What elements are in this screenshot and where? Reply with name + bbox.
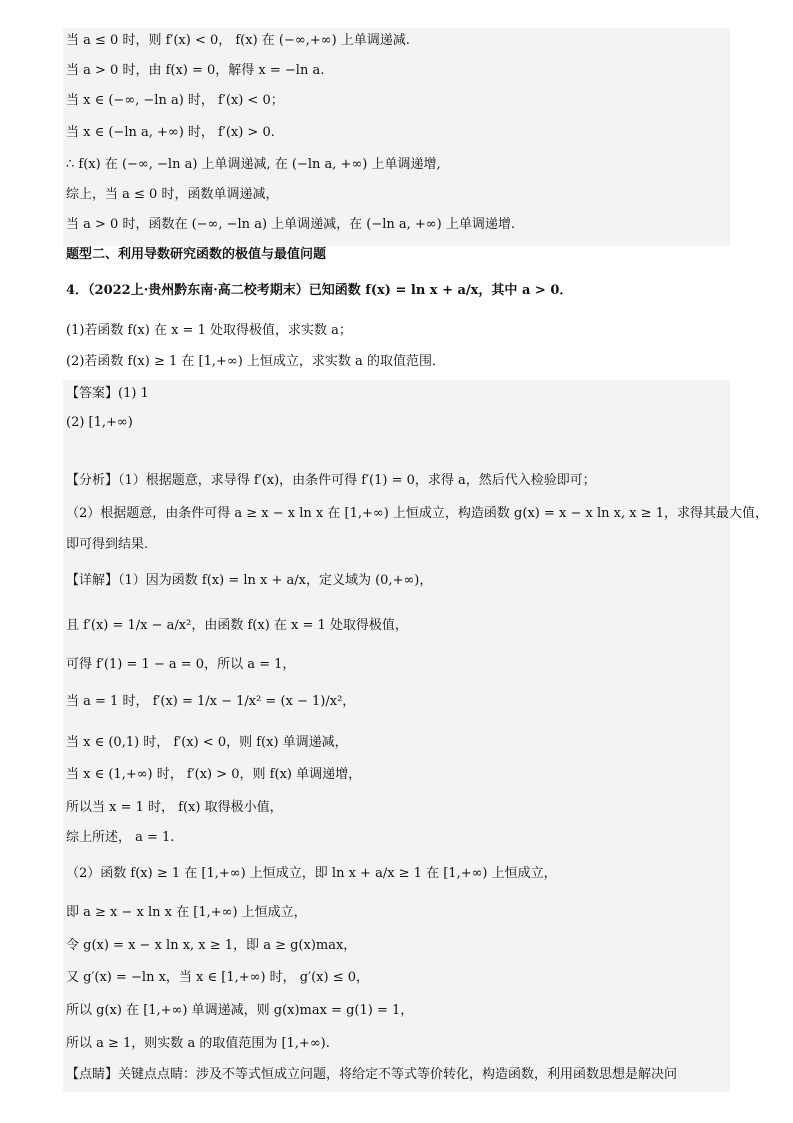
detail-line-10: 即 a ≥ x − x ln x 在 [1,+∞) 上恒成立， bbox=[66, 905, 307, 920]
section-heading: 题型二、利用导数研究函数的极值与最值问题 bbox=[66, 247, 327, 262]
intro-line-2: 当 a > 0 时，由 f(x) = 0，解得 x = −ln a. bbox=[66, 63, 325, 78]
comment-line: 【点睛】关键点点睛：涉及不等式恒成立问题，将给定不等式等价转化，构造函数，利用函数思想是解决问 bbox=[66, 1067, 678, 1082]
problem-stem: 4．（2022上·贵州黔东南·高二校考期末）已知函数 f(x) = ln x + a/x，其中 a > 0． bbox=[66, 283, 573, 298]
detail-line-9: （2）函数 f(x) ≥ 1 在 [1,+∞) 上恒成立，即 ln x + a/x ≥ 1 在 [1,+∞) 上恒成立， bbox=[66, 866, 557, 881]
intro-line-1: 当 a ≤ 0 时，则 f′(x) < 0， f(x) 在 (−∞,+∞) 上单调递减. bbox=[66, 33, 410, 48]
problem-part-2: (2)若函数 f(x) ≥ 1 在 [1,+∞) 上恒成立，求实数 a 的取值范围． bbox=[66, 354, 445, 369]
intro-line-3: 当 x ∈ (−∞, −ln a) 时， f′(x) < 0； bbox=[66, 93, 284, 108]
analysis-line-2: （2）根据题意，由条件可得 a ≥ x − x ln x 在 [1,+∞) 上恒成立，构造函数 g(x) = x − x ln x, x ≥ 1，求得其最大值， bbox=[66, 506, 768, 521]
intro-line-4: 当 x ∈ (−ln a, +∞) 时， f′(x) > 0. bbox=[66, 125, 275, 140]
detail-line-4: 当 a = 1 时， f′(x) = 1/x − 1/x² = (x − 1)/x²， bbox=[66, 694, 356, 709]
detail-line-7: 所以当 x = 1 时， f(x) 取得极小值， bbox=[66, 800, 283, 815]
intro-line-5: ∴ f(x) 在 (−∞, −ln a) 上单调递减, 在 (−ln a, +∞) 上单调递增, bbox=[66, 157, 441, 172]
analysis-line-1: 【分析】（1）根据题意，求导得 f′(x)，由条件可得 f′(1) = 0，求得 a，然后代入检验即可； bbox=[66, 473, 596, 488]
detail-line-2: 且 f′(x) = 1/x − a/x²，由函数 f(x) 在 x = 1 处取得极值， bbox=[66, 618, 408, 633]
detail-line-12: 又 g′(x) = −ln x，当 x ∈ [1,+∞) 时， g′(x) ≤ 0， bbox=[66, 970, 369, 985]
analysis-line-3: 即可得到结果. bbox=[66, 537, 149, 552]
intro-line-7: 当 a > 0 时，函数在 (−∞, −ln a) 上单调递减，在 (−ln a, +∞) 上单调递增. bbox=[66, 217, 515, 232]
detail-line-5: 当 x ∈ (0,1) 时， f′(x) < 0，则 f(x) 单调递减， bbox=[66, 735, 348, 750]
detail-line-1: 【详解】（1）因为函数 f(x) = ln x + a/x，定义域为 (0,+∞)， bbox=[66, 573, 433, 588]
answer-line-1: 【答案】(1) 1 bbox=[66, 386, 149, 401]
answer-line-2: (2) [1,+∞) bbox=[66, 415, 133, 430]
problem-part-1: (1)若函数 f(x) 在 x = 1 处取得极值，求实数 a； bbox=[66, 323, 352, 338]
detail-line-14: 所以 a ≥ 1，则实数 a 的取值范围为 [1,+∞). bbox=[66, 1036, 330, 1051]
detail-line-13: 所以 g(x) 在 [1,+∞) 单调递减，则 g(x)max = g(1) = 1， bbox=[66, 1003, 414, 1018]
detail-line-8: 综上所述， a = 1. bbox=[66, 830, 175, 845]
detail-line-11: 令 g(x) = x − x ln x, x ≥ 1，即 a ≥ g(x)max， bbox=[66, 938, 357, 953]
detail-line-3: 可得 f′(1) = 1 − a = 0，所以 a = 1， bbox=[66, 657, 296, 672]
intro-line-6: 综上，当 a ≤ 0 时，函数单调递减， bbox=[66, 187, 279, 202]
detail-line-6: 当 x ∈ (1,+∞) 时， f′(x) > 0，则 f(x) 单调递增， bbox=[66, 767, 362, 782]
